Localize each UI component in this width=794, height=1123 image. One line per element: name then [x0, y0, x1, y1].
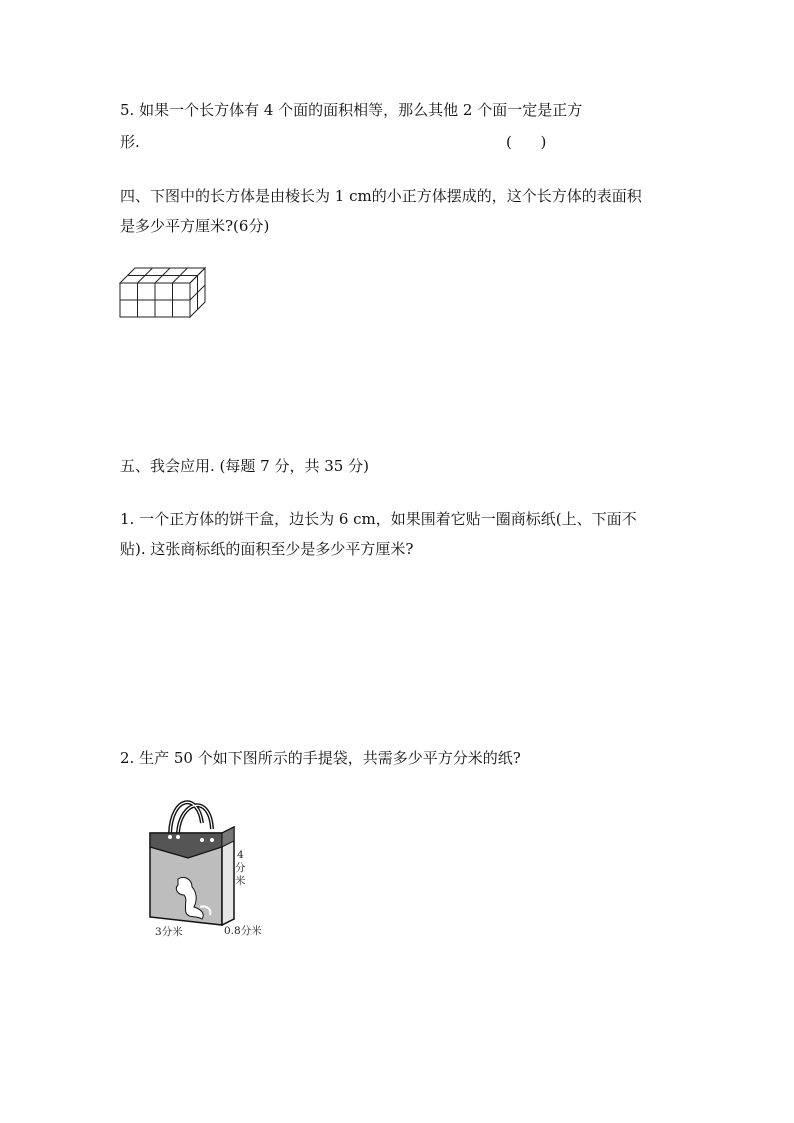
- bag-width-label: 3分米: [155, 926, 183, 938]
- section-4-line-2: 是多少平方厘米?(6分): [120, 217, 270, 235]
- bag-depth-label: 0.8分米: [224, 925, 262, 937]
- question-1-line-1: 1. 一个正方体的饼干盒，边长为 6 cm，如果围着它贴一圈商标纸(上、下面不: [120, 510, 637, 528]
- bag-height-unit-1: 分: [235, 862, 246, 874]
- bag-height-number: 4: [237, 849, 244, 861]
- answer-parentheses: ( ): [506, 133, 547, 151]
- shopping-bag-figure: [140, 795, 275, 940]
- question-1-line-2: 贴). 这张商标纸的面积至少是多少平方厘米?: [120, 540, 414, 558]
- section-4-line-1: 四、下图中的长方体是由棱长为 1 cm的小正方体摆成的，这个长方体的表面积: [120, 187, 642, 205]
- question-5-line-1: 5. 如果一个长方体有 4 个面的面积相等，那么其他 2 个面一定是正方: [120, 101, 583, 119]
- bag-height-unit-2: 米: [235, 875, 246, 887]
- question-5-line-2: 形.: [120, 133, 140, 151]
- question-2-line-1: 2. 生产 50 个如下图所示的手提袋，共需多少平方分米的纸?: [120, 749, 521, 767]
- cuboid-cubes-figure: [118, 266, 210, 320]
- section-5-title: 五、我会应用. (每题 7 分，共 35 分): [120, 457, 369, 475]
